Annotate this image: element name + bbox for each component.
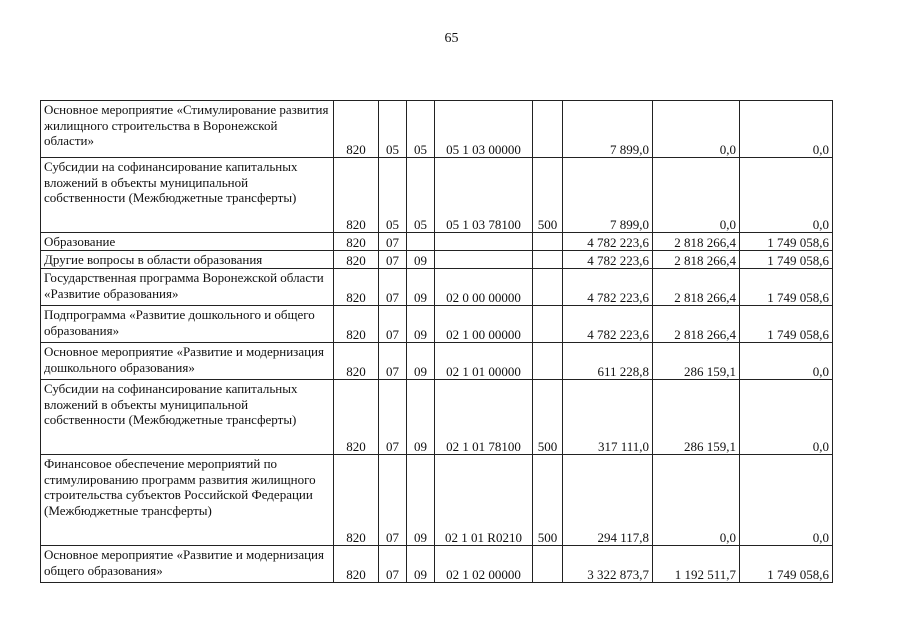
cell-ved: 820 — [334, 251, 379, 269]
cell-name: Субсидии на софинансирование капитальных вложений в объекты муниципальной собственности (Межбюджетные трансферты) — [41, 158, 334, 233]
cell-amount-year2: 1 192 511,7 — [653, 546, 740, 583]
table-row — [41, 455, 833, 546]
cell-pr — [407, 233, 435, 251]
cell-pr: 09 — [407, 455, 435, 546]
cell-vr: 500 — [533, 455, 563, 546]
cell-pr: 09 — [407, 306, 435, 343]
cell-rz: 07 — [379, 269, 407, 306]
cell-amount-year1: 4 782 223,6 — [563, 306, 653, 343]
cell-name: Основное мероприятие «Развитие и модернизация дошкольного образования» — [41, 343, 334, 380]
cell-amount-year3: 0,0 — [740, 380, 833, 455]
cell-amount-year2: 286 159,1 — [653, 380, 740, 455]
cell-csr: 02 0 00 00000 — [435, 269, 533, 306]
cell-amount-year2: 2 818 266,4 — [653, 269, 740, 306]
cell-amount-year3: 1 749 058,6 — [740, 251, 833, 269]
cell-ved: 820 — [334, 101, 379, 158]
cell-rz: 07 — [379, 306, 407, 343]
cell-rz: 07 — [379, 233, 407, 251]
cell-name: Финансовое обеспечение мероприятий по стимулированию программ развития жилищного строительства субъектов Российской Федерации (Межбюджетные трансферты) — [41, 455, 334, 546]
cell-pr: 09 — [407, 343, 435, 380]
cell-name: Основное мероприятие «Развитие и модернизация общего образования» — [41, 546, 334, 583]
cell-name: Государственная программа Воронежской области «Развитие образования» — [41, 269, 334, 306]
cell-amount-year1: 7 899,0 — [563, 101, 653, 158]
cell-amount-year3: 0,0 — [740, 101, 833, 158]
cell-amount-year1: 4 782 223,6 — [563, 251, 653, 269]
cell-csr: 02 1 01 R0210 — [435, 455, 533, 546]
cell-name: Основное мероприятие «Стимулирование развития жилищного строительства в Воронежской области» — [41, 101, 334, 158]
cell-rz: 07 — [379, 546, 407, 583]
cell-ved: 820 — [334, 306, 379, 343]
cell-rz: 07 — [379, 343, 407, 380]
cell-amount-year3: 0,0 — [740, 158, 833, 233]
cell-ved: 820 — [334, 269, 379, 306]
cell-amount-year1: 3 322 873,7 — [563, 546, 653, 583]
cell-vr — [533, 233, 563, 251]
cell-amount-year1: 4 782 223,6 — [563, 233, 653, 251]
cell-amount-year2: 0,0 — [653, 101, 740, 158]
cell-vr — [533, 306, 563, 343]
cell-csr: 02 1 02 00000 — [435, 546, 533, 583]
cell-amount-year2: 2 818 266,4 — [653, 306, 740, 343]
table-row — [41, 101, 833, 158]
cell-pr: 09 — [407, 546, 435, 583]
cell-vr — [533, 343, 563, 380]
page-number: 65 — [444, 31, 459, 46]
cell-rz: 07 — [379, 380, 407, 455]
cell-pr: 05 — [407, 101, 435, 158]
cell-name: Субсидии на софинансирование капитальных вложений в объекты муниципальной собственности (Межбюджетные трансферты) — [41, 380, 334, 455]
cell-rz: 05 — [379, 158, 407, 233]
table-row — [41, 380, 833, 455]
cell-rz: 07 — [379, 251, 407, 269]
table-row — [41, 251, 833, 269]
cell-amount-year1: 7 899,0 — [563, 158, 653, 233]
cell-pr: 05 — [407, 158, 435, 233]
cell-vr — [533, 269, 563, 306]
cell-vr — [533, 546, 563, 583]
cell-csr: 05 1 03 78100 — [435, 158, 533, 233]
cell-pr: 09 — [407, 380, 435, 455]
cell-amount-year2: 2 818 266,4 — [653, 233, 740, 251]
cell-amount-year2: 286 159,1 — [653, 343, 740, 380]
cell-csr: 02 1 01 78100 — [435, 380, 533, 455]
cell-name: Другие вопросы в области образования — [41, 251, 334, 269]
cell-amount-year3: 1 749 058,6 — [740, 546, 833, 583]
cell-vr — [533, 251, 563, 269]
cell-pr: 09 — [407, 269, 435, 306]
cell-csr — [435, 251, 533, 269]
cell-amount-year2: 2 818 266,4 — [653, 251, 740, 269]
cell-amount-year3: 1 749 058,6 — [740, 233, 833, 251]
cell-ved: 820 — [334, 158, 379, 233]
cell-csr — [435, 233, 533, 251]
cell-amount-year1: 317 111,0 — [563, 380, 653, 455]
table-row — [41, 306, 833, 343]
table-row — [41, 233, 833, 251]
cell-ved: 820 — [334, 455, 379, 546]
cell-amount-year3: 0,0 — [740, 455, 833, 546]
table-row — [41, 343, 833, 380]
cell-rz: 07 — [379, 455, 407, 546]
cell-name: Образование — [41, 233, 334, 251]
cell-csr: 02 1 00 00000 — [435, 306, 533, 343]
cell-ved: 820 — [334, 380, 379, 455]
table-row — [41, 269, 833, 306]
cell-vr: 500 — [533, 158, 563, 233]
cell-amount-year3: 0,0 — [740, 343, 833, 380]
cell-pr: 09 — [407, 251, 435, 269]
cell-amount-year1: 611 228,8 — [563, 343, 653, 380]
cell-vr — [533, 101, 563, 158]
budget-table — [40, 100, 833, 583]
cell-ved: 820 — [334, 546, 379, 583]
table-row — [41, 546, 833, 583]
cell-amount-year2: 0,0 — [653, 158, 740, 233]
cell-csr: 05 1 03 00000 — [435, 101, 533, 158]
cell-amount-year1: 294 117,8 — [563, 455, 653, 546]
cell-rz: 05 — [379, 101, 407, 158]
cell-ved: 820 — [334, 343, 379, 380]
cell-amount-year1: 4 782 223,6 — [563, 269, 653, 306]
cell-amount-year2: 0,0 — [653, 455, 740, 546]
cell-name: Подпрограмма «Развитие дошкольного и общего образования» — [41, 306, 334, 343]
cell-vr: 500 — [533, 380, 563, 455]
cell-amount-year3: 1 749 058,6 — [740, 269, 833, 306]
cell-csr: 02 1 01 00000 — [435, 343, 533, 380]
cell-amount-year3: 1 749 058,6 — [740, 306, 833, 343]
cell-ved: 820 — [334, 233, 379, 251]
table-row — [41, 158, 833, 233]
